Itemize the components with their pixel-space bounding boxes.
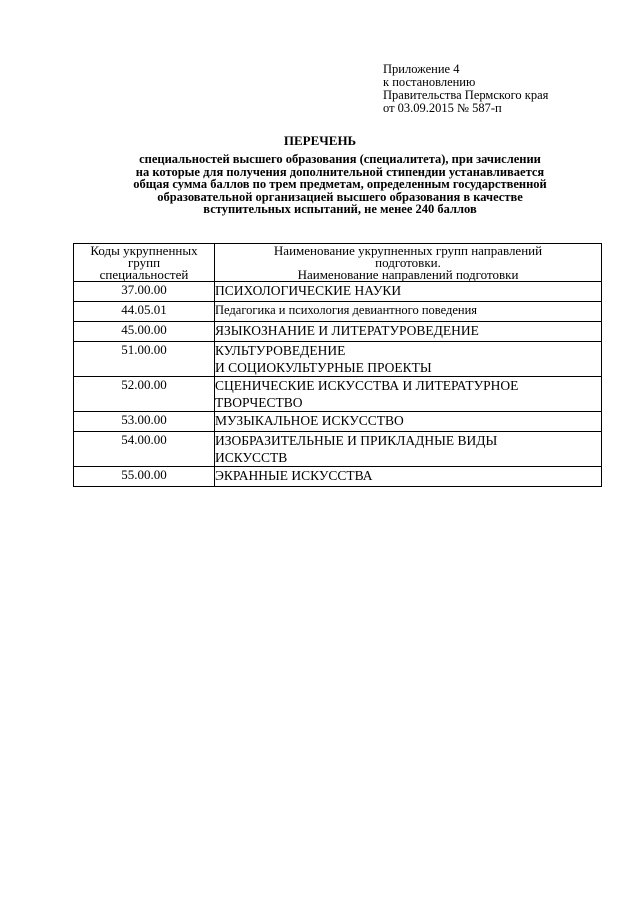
row-name — [215, 432, 602, 467]
row-name-line: ТВОРЧЕСТВО — [215, 395, 303, 410]
row-name — [215, 342, 602, 377]
row-name-line: СЦЕНИЧЕСКИЕ ИСКУССТВА И ЛИТЕРАТУРНОЕ — [215, 378, 519, 393]
row-code: 54.00.00 — [74, 432, 215, 467]
header-names-line: Наименование направлений подготовки — [297, 267, 519, 282]
row-name-line: КУЛЬТУРОВЕДЕНИЕ — [215, 343, 346, 358]
row-code: 51.00.00 — [74, 342, 215, 377]
header-codes — [74, 244, 215, 282]
row-code: 37.00.00 — [74, 282, 215, 302]
row-name — [215, 412, 602, 432]
table-header-row — [74, 244, 602, 282]
appendix-line: Приложение 4 — [383, 62, 460, 76]
appendix-line: от 03.09.2015 № 587-п — [383, 101, 502, 115]
table-row — [74, 322, 602, 342]
row-name — [215, 467, 602, 487]
table-row — [74, 342, 602, 377]
row-code: 55.00.00 — [74, 467, 215, 487]
specialties-table — [73, 243, 602, 487]
header-codes-line: Коды укрупненных — [90, 243, 198, 258]
row-name — [215, 322, 602, 342]
subtitle-line: вступительных испытаний, не менее 240 баллов — [203, 202, 477, 216]
row-name — [215, 377, 602, 412]
header-names-line: Наименование укрупненных групп направлений — [273, 243, 543, 258]
appendix-line: к постановлению — [383, 75, 476, 89]
row-name-line: ИСКУССТВ — [215, 450, 288, 465]
subtitle-line: общая сумма баллов по трем предметам, определенным государственной — [133, 177, 547, 191]
row-code: 53.00.00 — [74, 412, 215, 432]
row-name-line: ПСИХОЛОГИЧЕСКИЕ НАУКИ — [215, 283, 402, 298]
row-code: 44.05.01 — [74, 302, 215, 322]
header-codes-line: специальностей — [99, 267, 189, 282]
table-row — [74, 282, 602, 302]
subtitle-line: образовательной организацией высшего образования в качестве — [157, 189, 523, 204]
row-name-line: МУЗЫКАЛЬНОЕ ИСКУССТВО — [215, 413, 404, 428]
appendix-line: Правительства Пермского края — [383, 88, 549, 102]
subtitle-line: специальностей высшего образования (специалитета), при зачислении — [139, 152, 541, 166]
table-row — [74, 467, 602, 487]
document-title: ПЕРЕЧЕНЬ — [283, 133, 357, 148]
header-names-line: подготовки. — [375, 255, 441, 270]
header-codes-line: групп — [127, 255, 161, 270]
table-row — [74, 412, 602, 432]
row-name-line: ЭКРАННЫЕ ИСКУССТВА — [215, 468, 373, 483]
header-names — [215, 244, 602, 282]
table-row — [74, 432, 602, 467]
row-name-line: ЯЗЫКОЗНАНИЕ И ЛИТЕРАТУРОВЕДЕНИЕ — [215, 323, 479, 338]
table-row — [74, 377, 602, 412]
row-code: 45.00.00 — [74, 322, 215, 342]
document-subtitle — [80, 153, 600, 216]
row-name-line: Педагогика и психология девиантного поведения — [215, 303, 478, 317]
table-row — [74, 302, 602, 322]
row-name — [215, 302, 602, 322]
row-name — [215, 282, 602, 302]
subtitle-line: на которые для получения дополнительной стипендии устанавливается — [135, 164, 545, 179]
row-code: 52.00.00 — [74, 377, 215, 412]
row-name-line: ИЗОБРАЗИТЕЛЬНЫЕ И ПРИКЛАДНЫЕ ВИДЫ — [215, 433, 498, 448]
appendix-block — [383, 63, 548, 115]
row-name-line: И СОЦИОКУЛЬТУРНЫЕ ПРОЕКТЫ — [215, 360, 432, 375]
